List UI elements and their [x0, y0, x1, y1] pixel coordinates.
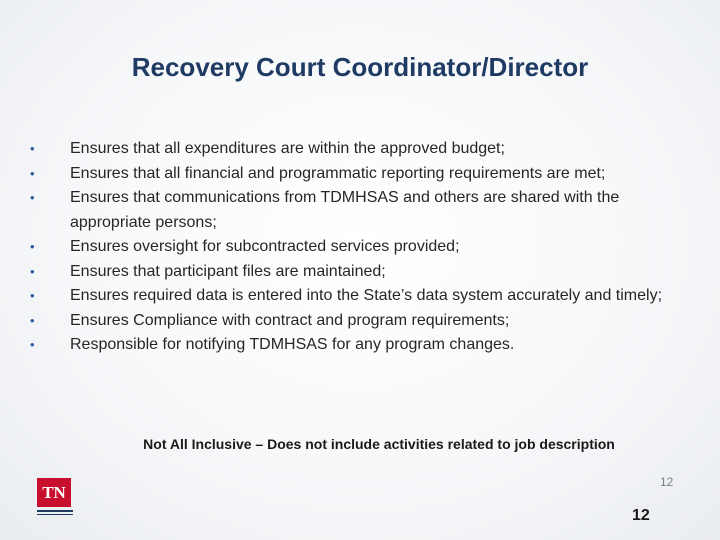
logo-underline-thin: [37, 514, 73, 515]
bullet-icon: •: [30, 337, 35, 352]
bullet-icon: •: [30, 165, 35, 181]
bullet-icon: •: [30, 141, 35, 156]
bullet-icon: •: [30, 312, 35, 328]
bullet-text: Ensures that participant files are maintained;: [70, 262, 386, 280]
bullet-text: Ensures Compliance with contract and program requirements;: [70, 311, 510, 329]
tn-logo: [37, 478, 73, 518]
bullet-text: Ensures that all financial and programmatic reporting requirements are met;: [70, 164, 606, 182]
bullet-text: Responsible for notifying TDMHSAS for any program changes.: [70, 336, 515, 353]
bullet-icon: •: [30, 288, 35, 303]
bullet-text: Ensures oversight for subcontracted services provided;: [70, 238, 460, 255]
list-item: [28, 162, 678, 187]
list-item: [28, 137, 678, 162]
list-item: [28, 284, 678, 309]
list-item: [28, 260, 678, 285]
disclaimer-note: Not All Inclusive – Does not include activities related to job description: [143, 436, 615, 452]
list-item: [28, 333, 678, 358]
page-number: 12: [632, 507, 650, 524]
bullet-icon: •: [30, 190, 35, 205]
bullet-icon: •: [30, 239, 35, 254]
bullet-icon: •: [30, 263, 35, 279]
list-item: [28, 309, 678, 334]
bullet-text: Ensures that communications from TDMHSAS and others are shared with the appropriate persons;: [70, 189, 620, 231]
logo-underline: [37, 510, 73, 512]
bullet-text: Ensures that all expenditures are within the approved budget;: [70, 140, 505, 157]
tn-logo-text: TN: [37, 478, 71, 507]
bullet-list: [28, 137, 678, 358]
list-item: [28, 186, 678, 235]
bullet-text: Ensures required data is entered into the State’s data system accurately and timely;: [70, 287, 663, 304]
list-item: [28, 235, 678, 260]
slide-title: Recovery Court Coordinator/Director: [131, 52, 589, 82]
page-number-small: 12: [660, 475, 674, 489]
